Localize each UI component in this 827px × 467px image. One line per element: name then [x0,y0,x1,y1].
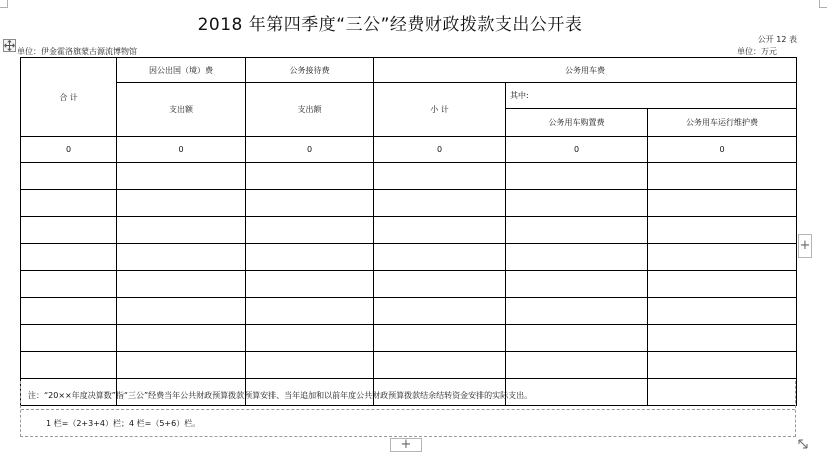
table-row [21,325,797,352]
table-row [21,137,797,163]
table-row [21,298,797,325]
table-cell[interactable] [374,217,506,244]
table-cell[interactable] [374,352,506,379]
table-cell[interactable] [374,271,506,298]
table-row [21,271,797,298]
header-row-1 [21,58,797,83]
header-row-2 [21,83,797,109]
table-cell[interactable] [21,163,117,190]
cell-vehicle-subtotal[interactable]: 0 [374,137,506,163]
table-cell[interactable] [117,163,246,190]
header-reception[interactable]: 公务接待费 [246,58,374,83]
table-row [21,352,797,379]
table-cell[interactable] [246,217,374,244]
expense-table [20,57,797,406]
table-cell[interactable] [648,190,797,217]
page-title: 2018 年第四季度“三公”经费财政拨款支出公开表 [197,15,583,35]
table-cell[interactable] [374,298,506,325]
header-total[interactable]: 合 计 [21,58,117,137]
table-row [21,217,797,244]
header-reception-spend[interactable]: 支出额 [246,83,374,137]
table-cell[interactable] [374,325,506,352]
table-cell[interactable] [246,352,374,379]
table-resize-handle[interactable] [797,438,809,450]
table-cell[interactable] [117,217,246,244]
header-of-which[interactable]: 其中: [506,83,797,109]
table-cell[interactable] [506,190,648,217]
table-cell[interactable] [648,298,797,325]
note-formula: 1 栏=（2+3+4）栏；4 栏=（5+6）栏。 [46,419,201,428]
table-cell[interactable] [117,244,246,271]
header-vehicle-subtotal[interactable]: 小 计 [374,83,506,137]
table-cell[interactable] [21,217,117,244]
note-definition: 注：“20××年度决算数”指“三公”经费当年公共财政预算拨款预算安排、当年追加和以前年度公共财政预算拨款结余结转资金安排的实际支出。 [28,391,533,400]
table-cell[interactable] [21,244,117,271]
table-cell[interactable] [648,271,797,298]
table-cell[interactable] [506,244,648,271]
header-outbound-spend[interactable]: 支出额 [117,83,246,137]
note-divider [21,409,795,410]
table-cell[interactable] [648,352,797,379]
form-number: 公开 12 表 [757,35,797,44]
unit-organization: 单位：伊金霍洛旗蒙古源流博物馆 [17,47,137,56]
cell-vehicle-operation[interactable]: 0 [648,137,797,163]
cell-reception-spend[interactable]: 0 [246,137,374,163]
table-cell[interactable] [246,190,374,217]
table-row [21,244,797,271]
table-cell[interactable] [246,325,374,352]
table-cell[interactable] [246,163,374,190]
table-row [21,190,797,217]
table-move-handle[interactable] [3,39,16,52]
resize-diagonal-icon [797,438,809,450]
table-cell[interactable] [506,163,648,190]
table-cell[interactable] [246,271,374,298]
table-cell[interactable] [648,163,797,190]
table-cell[interactable] [506,298,648,325]
header-vehicle-operation[interactable]: 公务用车运行维护费 [648,109,797,137]
table-row [21,163,797,190]
notes-section [20,381,796,437]
table-cell[interactable] [246,298,374,325]
table-cell[interactable] [117,271,246,298]
unit-currency: 单位：万元 [737,47,777,56]
cell-total[interactable]: 0 [21,137,117,163]
table-cell[interactable] [21,271,117,298]
table-cell[interactable] [21,352,117,379]
table-cell[interactable] [117,325,246,352]
table-cell[interactable] [506,352,648,379]
table-cell[interactable] [117,352,246,379]
cell-outbound-spend[interactable]: 0 [117,137,246,163]
table-cell[interactable] [117,298,246,325]
table-cell[interactable] [374,244,506,271]
header-vehicle-purchase[interactable]: 公务用车购置费 [506,109,648,137]
add-column-button[interactable]: + [798,234,812,258]
table-cell[interactable] [506,325,648,352]
table-cell[interactable] [21,298,117,325]
table-cell[interactable] [117,190,246,217]
table-cell[interactable] [21,190,117,217]
page-corner-mark-right [819,0,827,8]
table-cell[interactable] [648,217,797,244]
table-cell[interactable] [506,217,648,244]
cell-vehicle-purchase[interactable]: 0 [506,137,648,163]
table-cell[interactable] [21,325,117,352]
add-row-button[interactable]: + [390,438,422,452]
header-vehicle[interactable]: 公务用车费 [374,58,797,83]
table-cell[interactable] [648,325,797,352]
page-corner-mark-left [0,0,8,8]
table-cell[interactable] [506,271,648,298]
table-cell[interactable] [246,244,374,271]
move-arrows-icon [4,40,15,51]
header-outbound[interactable]: 因公出国（境）费 [117,58,246,83]
table-cell[interactable] [374,163,506,190]
table-cell[interactable] [374,190,506,217]
table-cell[interactable] [648,244,797,271]
